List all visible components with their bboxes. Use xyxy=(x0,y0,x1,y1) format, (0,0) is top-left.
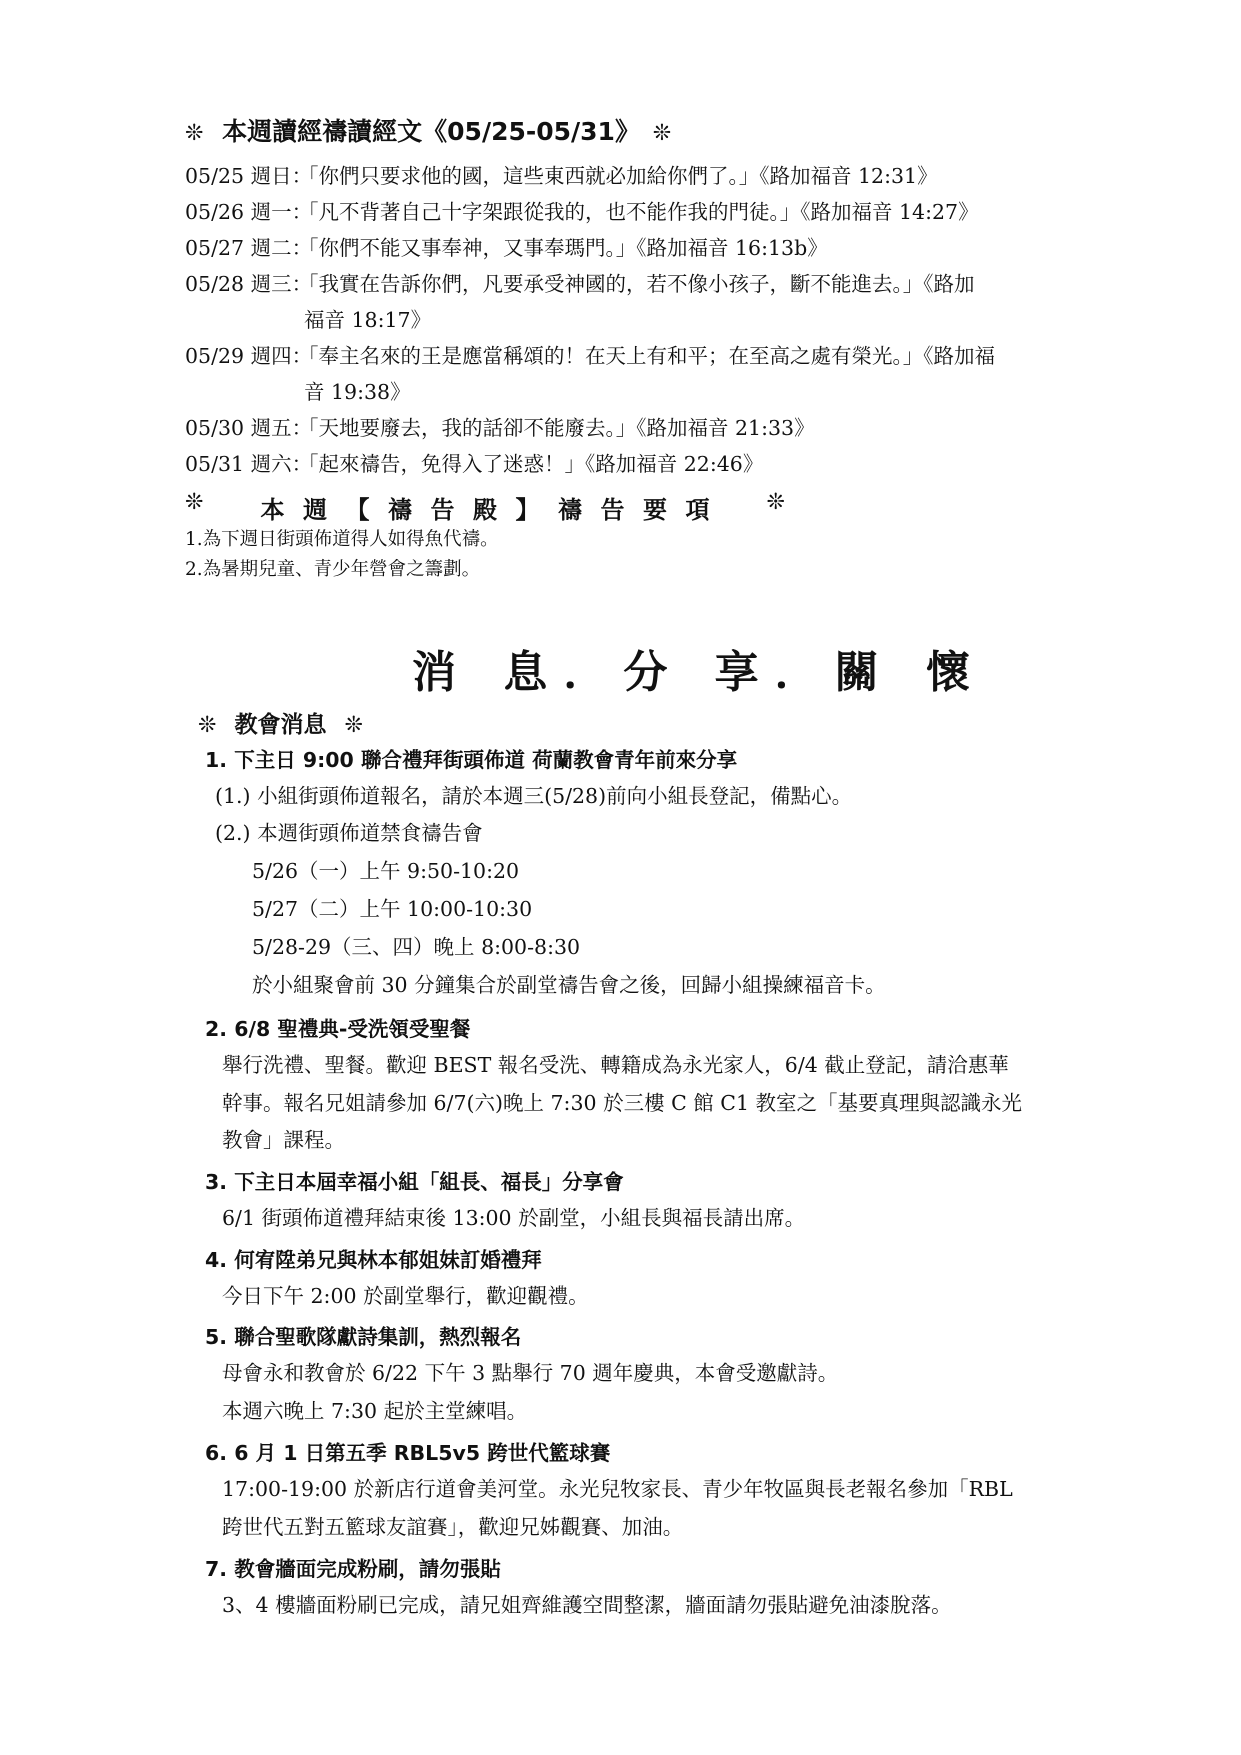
news-item-2-line: 教會」課程。 xyxy=(222,1128,345,1152)
reading-text: 「天地要廢去，我的話卻不能廢去。」《路加福音 21:33》 xyxy=(298,416,815,440)
flower-ornament-icon: ❊ xyxy=(185,121,204,146)
reading-text: 「我實在告訴你們，凡要承受神國的，若不像小孩子，斷不能進去。」《路加 xyxy=(298,272,975,296)
reading-date: 05/27 週二： xyxy=(185,236,313,260)
news-item-3-title: 3. 下主日本屆幸福小組「組長、福長」分享會 xyxy=(205,1170,624,1194)
news-section-title: 消 息．分 享．關 懷 xyxy=(412,647,986,698)
reading-continuation: 福音 18:17》 xyxy=(304,308,432,332)
readings-heading-text: 本週讀經禱讀經文《05/25-05/31》 xyxy=(222,117,640,146)
news-item-1-note: 於小組聚會前 30 分鐘集合於副堂禱告會之後，回歸小組操練福音卡。 xyxy=(252,973,886,997)
news-item-5-line: 本週六晚上 7:30 起於主堂練唱。 xyxy=(222,1399,528,1423)
prayer-heading-char: 本 xyxy=(260,496,285,524)
reading-text: 「奉主名來的王是應當稱頌的！在天上有和平；在至高之處有榮光。」《路加福 xyxy=(298,344,995,368)
news-item-6-line: 跨世代五對五籃球友誼賽」，歡迎兄姊觀賽、加油。 xyxy=(222,1515,684,1539)
flower-ornament-icon: ❊ xyxy=(344,713,363,738)
prayer-heading-char: 禱 xyxy=(557,496,582,524)
reading-date: 05/28 週三： xyxy=(185,272,313,296)
reading-continuation: 音 19:38》 xyxy=(304,380,411,404)
reading-text: 「凡不背著自己十字架跟從我的，也不能作我的門徒。」《路加福音 14:27》 xyxy=(298,200,979,224)
news-item-1-time: 5/28-29（三、四）晚上 8:00-8:30 xyxy=(252,935,581,959)
prayer-heading-char: 禱 xyxy=(387,496,412,524)
reading-date: 05/29 週四： xyxy=(185,344,313,368)
reading-row xyxy=(185,338,995,374)
reading-date: 05/25 週日： xyxy=(185,164,313,188)
prayer-heading-char: 告 xyxy=(430,496,455,524)
news-item-6-line: 17:00-19:00 於新店行道會美河堂。永光兒牧家長、青少年牧區與長老報名參加「RBL xyxy=(222,1477,1013,1501)
news-item-2-line: 舉行洗禮、聖餐。歡迎 BEST 報名受洗、轉籍成為永光家人，6/4 截止登記，請洽惠華 xyxy=(222,1053,1009,1077)
news-item-3-line: 6/1 街頭佈道禮拜結束後 13:00 於副堂，小組長與福長請出席。 xyxy=(222,1206,806,1230)
reading-text: 「你們不能又事奉神，又事奉瑪門。」《路加福音 16:13b》 xyxy=(298,236,828,260)
flower-ornament-icon: ❊ xyxy=(198,713,217,738)
news-item-6-title: 6. 6 月 1 日第五季 RBL5v5 跨世代籃球賽 xyxy=(205,1441,611,1465)
reading-row xyxy=(185,410,815,446)
reading-row xyxy=(185,446,763,482)
reading-date: 05/26 週一： xyxy=(185,200,313,224)
news-item-4-title: 4. 何宥陞弟兄與林本郁姐妹訂婚禮拜 xyxy=(205,1248,542,1272)
news-item-1-sub: (2.) 本週街頭佈道禁食禱告會 xyxy=(215,821,483,845)
reading-date: 05/30 週五： xyxy=(185,416,313,440)
prayer-heading-char: 殿 xyxy=(472,496,497,524)
news-item-2-line: 幹事。報名兄姐請參加 6/7(六)晚上 7:30 於三樓 C 館 C1 教室之「基要真理與認識永光 xyxy=(222,1091,1023,1115)
prayer-heading-char: 週 xyxy=(302,496,327,524)
reading-date: 05/31 週六： xyxy=(185,452,313,476)
prayer-heading-char: 項 xyxy=(685,496,710,524)
prayer-item: 1.為下週日街頭佈道得人如得魚代禱。 xyxy=(185,529,499,550)
prayer-heading xyxy=(185,490,785,525)
flower-ornament-icon: ❊ xyxy=(652,121,672,146)
reading-row xyxy=(185,266,975,302)
news-item-1-sub: (1.) 小組街頭佈道報名，請於本週三(5/28)前向小組長登記，備點心。 xyxy=(215,784,853,808)
news-item-7-title: 7. 教會牆面完成粉刷，請勿張貼 xyxy=(205,1557,501,1581)
news-item-5-title: 5. 聯合聖歌隊獻詩集訓，熱烈報名 xyxy=(205,1325,522,1349)
news-item-1-time: 5/27（二）上午 10:00-10:30 xyxy=(252,897,533,921)
prayer-heading-char: 要 xyxy=(642,496,667,524)
news-item-4-line: 今日下午 2:00 於副堂舉行，歡迎觀禮。 xyxy=(222,1284,589,1308)
prayer-heading-char: 【 xyxy=(345,496,370,524)
reading-text: 「起來禱告，免得入了迷惑！」《路加福音 22:46》 xyxy=(298,452,764,476)
prayer-item: 2.為暑期兒童、青少年營會之籌劃。 xyxy=(185,559,481,580)
prayer-heading-char: 告 xyxy=(600,496,625,524)
news-item-7-line: 3、4 樓牆面粉刷已完成，請兄姐齊維護空間整潔，牆面請勿張貼避免油漆脫落。 xyxy=(222,1593,952,1617)
news-item-2-title: 2. 6/8 聖禮典-受洗領受聖餐 xyxy=(205,1017,471,1041)
news-item-1-time: 5/26（一）上午 9:50-10:20 xyxy=(252,859,520,883)
church-news-heading xyxy=(198,706,363,739)
reading-row xyxy=(185,158,938,194)
reading-row xyxy=(185,194,979,230)
prayer-heading-char: 】 xyxy=(515,496,540,524)
readings-heading xyxy=(185,112,671,148)
flower-ornament-icon: ❊ xyxy=(185,490,204,515)
reading-row xyxy=(185,230,828,266)
news-item-5-line: 母會永和教會於 6/22 下午 3 點舉行 70 週年慶典，本會受邀獻詩。 xyxy=(222,1361,839,1385)
news-item-1-title: 1. 下主日 9:00 聯合禮拜街頭佈道 荷蘭教會青年前來分享 xyxy=(205,748,738,772)
church-news-heading-text: 教會消息 xyxy=(234,712,327,738)
flower-ornament-icon: ❊ xyxy=(766,490,785,515)
reading-text: 「你們只要求他的國，這些東西就必加給你們了。」《路加福音 12:31》 xyxy=(298,164,938,188)
